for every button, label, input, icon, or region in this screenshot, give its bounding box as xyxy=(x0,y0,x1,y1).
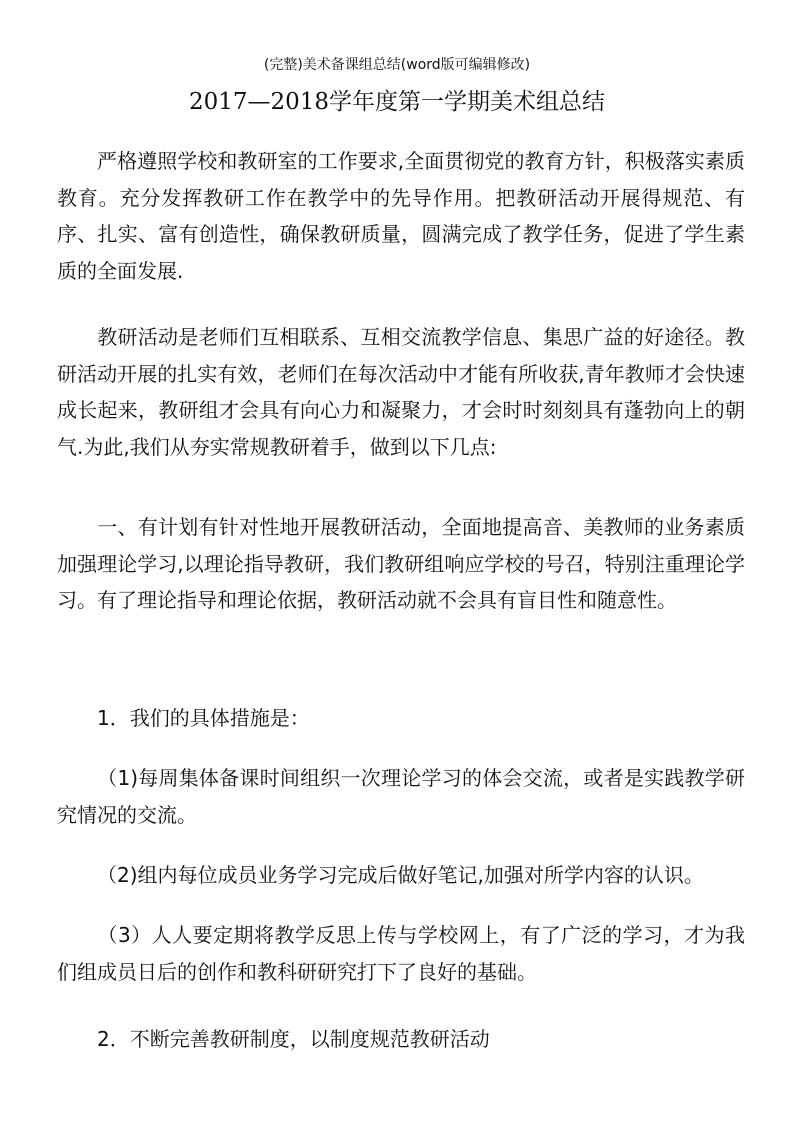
paragraph-measure-3 xyxy=(57,917,745,990)
paragraph-teaching-research xyxy=(57,319,745,465)
paragraph-section-one xyxy=(57,509,745,619)
paragraph-text: 一、有计划有针对性地开展教研活动，全面地提高音、美教师的业务素质加强理论学习,以理论指导教研，我们教研组响应学校的号召，特别注重理论学习。有了理论指导和理论依据，教研活动就不会具有盲目性和随意性。 xyxy=(57,515,745,612)
document-title: 2017—2018学年度第一学期美术组总结 xyxy=(188,89,606,115)
paragraph-text: （3）人人要定期将教学反思上传与学校网上，有了广泛的学习，才为我们组成员日后的创作和教科研研究打下了良好的基础。 xyxy=(57,923,745,984)
paragraph-text: 严格遵照学校和教研室的工作要求,全面贯彻党的教育方针，积极落实素质教育。充分发挥教研工作在教学中的先导作用。把教研活动开展得规范、有序、扎实、富有创造性，确保教研质量，圆满完成了教学任务，促进了学生素质的全面发展. xyxy=(57,149,745,283)
paragraph-measure-1 xyxy=(57,760,745,833)
paragraph-measure-2 xyxy=(57,857,745,894)
paragraph-intro xyxy=(57,143,745,289)
paragraph-section-two xyxy=(57,1021,745,1058)
paragraph-text: 教研活动是老师们互相联系、互相交流教学信息、集思广益的好途径。教研活动开展的扎实有效，老师们在每次活动中才能有所收获,青年教师才会快速成长起来，教研组才会具有向心力和凝聚力，才会时时刻刻具有蓬勃向上的朝气.为此,我们从夯实常规教研着手，做到以下几点: xyxy=(57,325,745,459)
paragraph-measures-heading xyxy=(57,700,745,737)
paragraph-text: （1)每周集体备课时间组织一次理论学习的体会交流，或者是实践教学研究情况的交流。 xyxy=(57,766,745,827)
document-header: (完整)美术备课组总结(word版可编辑修改) xyxy=(263,57,531,73)
paragraph-text: 1．我们的具体措施是： xyxy=(97,706,310,730)
paragraph-text: 2．不断完善教研制度，以制度规范教研活动 xyxy=(97,1027,490,1051)
paragraph-text: （2)组内每位成员业务学习完成后做好笔记,加强对所学内容的认识。 xyxy=(97,863,704,887)
